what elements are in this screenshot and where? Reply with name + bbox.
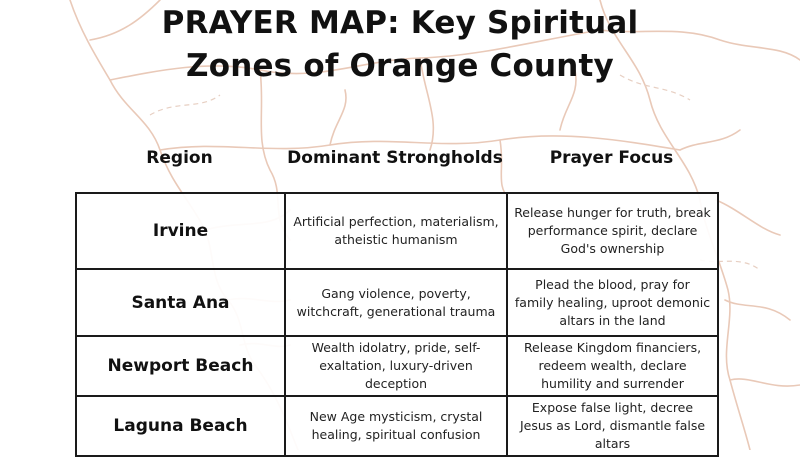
table-row (76, 336, 718, 396)
spiritual-zones-table (75, 192, 719, 457)
region-cell: Laguna Beach (76, 396, 285, 456)
page-title (0, 2, 800, 88)
column-header-region: Region (146, 148, 213, 168)
strongholds-cell: Gang violence, poverty, witchcraft, generational trauma (285, 269, 507, 336)
table-column-headers (75, 148, 717, 168)
column-header-strongholds: Dominant Strongholds (287, 148, 503, 168)
title-line-1: PRAYER MAP: Key Spiritual (161, 5, 639, 41)
strongholds-cell: Wealth idolatry, pride, self-exaltation, luxury-driven deception (285, 336, 507, 396)
column-header-prayer-focus: Prayer Focus (549, 148, 674, 168)
region-cell: Newport Beach (76, 336, 285, 396)
strongholds-cell: New Age mysticism, crystal healing, spiritual confusion (285, 396, 507, 456)
strongholds-cell: Artificial perfection, materialism, atheistic humanism (285, 193, 507, 269)
region-cell: Irvine (76, 193, 285, 269)
prayer-focus-cell: Expose false light, decree Jesus as Lord, dismantle false altars (507, 396, 718, 456)
prayer-focus-cell: Plead the blood, pray for family healing, uproot demonic altars in the land (507, 269, 718, 336)
title-line-2: Zones of Orange County (186, 48, 614, 84)
prayer-focus-cell: Release Kingdom financiers, redeem wealth, declare humility and surrender (507, 336, 718, 396)
region-cell: Santa Ana (76, 269, 285, 336)
table-row (76, 193, 718, 269)
prayer-focus-cell: Release hunger for truth, break performance spirit, declare God's ownership (507, 193, 718, 269)
table-row (76, 396, 718, 456)
table-row (76, 269, 718, 336)
